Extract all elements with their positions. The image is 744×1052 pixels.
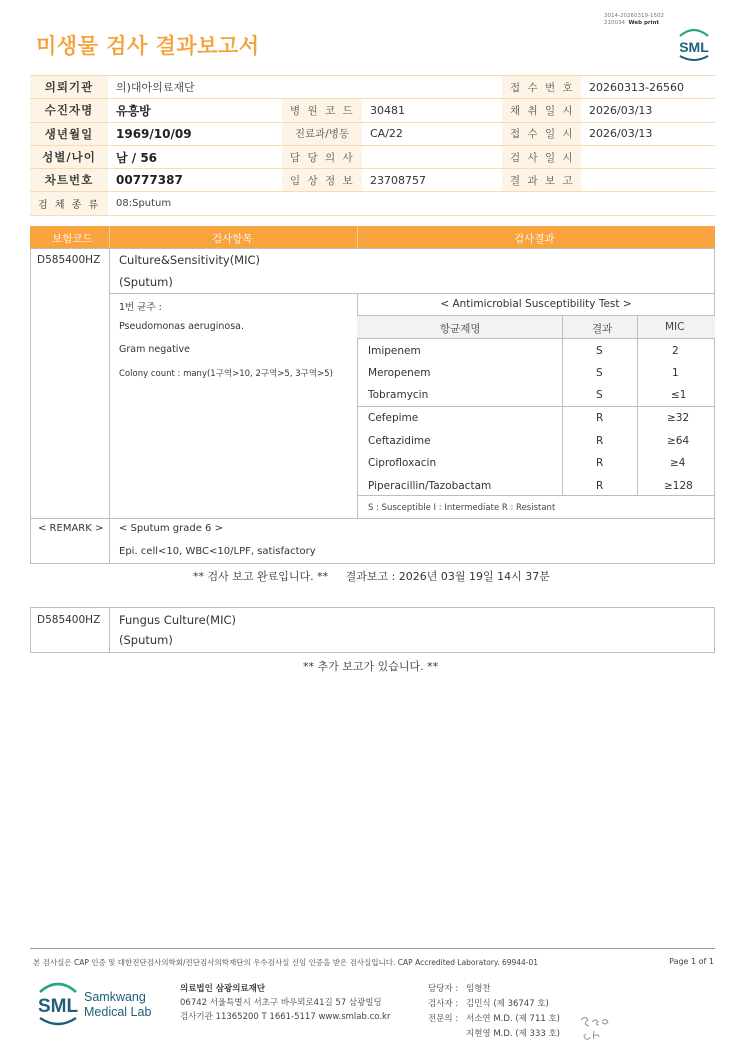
ast-result: R [596,480,604,492]
birth-label: 생년월일 [30,122,108,145]
test-date-label: 검 사 일 시 [502,145,581,168]
test2-code: D585400HZ [37,614,101,626]
divider [357,495,715,496]
hospital-code-label: 병 원 코 드 [282,99,362,122]
ast-drug: Ceftazidime [368,435,431,447]
ast-result: S [596,367,603,379]
receipt-date-value: 2026/03/13 [581,122,715,145]
header-divider [357,226,358,248]
doctor-value [362,145,502,168]
samkwang-logo-sml: SML [37,996,79,1017]
test1-name: Culture&Sensitivity(MIC) [119,253,261,267]
info-row [30,169,715,192]
samkwang-logo-name1: Samkwang [84,990,146,1004]
ast-title: < Antimicrobial Susceptibility Test > [357,293,715,316]
remark-title: < Sputum grade 6 > [119,523,223,534]
info-row [30,99,715,122]
sml-logo-text: SML [679,39,709,55]
sml-logo [674,26,714,62]
test2-name: Fungus Culture(MIC) [119,613,236,627]
accreditation-note: 본 검사실은 CAP 인증 및 대한진단검사의학회/진단검사의학재단의 우수검사실 신임 인증을 받은 검사실입니다. CAP Accredited Laboratory. 69944-01 [33,958,539,967]
ast-drug: Cefepime [368,412,419,424]
header-divider [109,226,110,248]
ast-drug: Piperacillin/Tazobactam [368,480,492,492]
org-address: 06742 서울특별시 서초구 바우뫼로41길 57 삼광빌딩 [180,998,382,1008]
ast-col-result: 결과 [592,323,613,335]
ast-result: S [596,389,603,401]
pending-report-note: ** 추가 보고가 있습니다. ** [303,660,439,673]
ast-drug: Meropenem [368,367,431,379]
web-print-label: Web print [628,20,660,26]
gram-stain: Gram negative [119,344,190,355]
staff-value: 지현영 M.D. (제 333 호) [466,1029,561,1039]
report-value [581,169,715,192]
divider [30,518,715,519]
birth-value: 1969/10/09 [108,122,282,145]
handwritten-signature [578,1012,618,1045]
print-code-line1: 3014-20260319-1502 [604,13,664,19]
org-name: 의료법인 삼광의료재단 [180,984,266,994]
ast-mic: ≤1 [671,389,687,401]
receipt-no-label: 접 수 번 호 [502,76,581,99]
ast-mic: 1 [672,367,679,379]
staff-label: 전문의 : [428,1014,459,1024]
staff-list [428,982,560,1042]
ast-result: R [596,412,604,424]
report-label: 결 과 보 고 [502,169,581,192]
dept-label: 진료과/병동 [282,122,362,145]
organism-number: 1번 균주 : [119,302,162,313]
patient-info-table [30,75,715,216]
patient-label: 수진자명 [30,99,108,122]
print-code-line2: 210034 [604,20,625,26]
result-table-header [30,226,715,248]
staff-label: 담당자 : [428,984,459,994]
clinical-value: 23708757 [362,169,502,192]
info-row [30,145,715,168]
ast-mic: ≥4 [670,457,686,469]
info-row [30,122,715,145]
report-title: 미생물 검사 결과보고서 [36,34,260,58]
info-row [30,192,715,215]
report-complete-note: ** 검사 보고 완료입니다. ** 결과보고 : 2026년 03월 19일 14시 37분 [193,570,550,583]
ast-drug: Ciprofloxacin [368,457,437,469]
doctor-label: 담 당 의 사 [282,145,362,168]
samkwang-logo-name2: Medical Lab [84,1005,152,1019]
staff-value: 김민식 (제 36747 호) [466,999,549,1009]
patient-value: 유흥방 [108,99,282,122]
sex-age-value: 남 / 56 [108,145,282,168]
chart-value: 00777387 [108,169,282,192]
ast-result: R [596,457,604,469]
clinical-label: 임 상 정 보 [282,169,362,192]
print-code [604,13,664,27]
info-row [30,76,715,99]
footer-divider [30,948,715,949]
ast-col-drug: 항균제명 [440,323,481,335]
receipt-date-label: 접 수 일 시 [502,122,581,145]
receipt-no-value: 20260313-26560 [581,76,715,99]
ast-legend: S : Susceptible I : Intermediate R : Resistant [368,503,556,513]
divider [357,406,715,407]
ast-drug: Tobramycin [368,389,429,401]
test2-specimen: (Sputum) [119,633,173,647]
ast-column-header [357,316,715,339]
divider [109,248,110,564]
institution-label: 의뢰기관 [30,76,108,99]
ast-mic: ≥64 [667,435,690,447]
test1-code: D585400HZ [37,254,101,266]
specimen-label: 검 체 종 류 [30,192,108,215]
org-contact [180,996,390,1024]
collect-date-value: 2026/03/13 [581,99,715,122]
ast-result: R [596,435,604,447]
samkwang-logo [36,978,161,1028]
organism-name: Pseudomonas aeruginosa. [119,321,244,332]
institution-value: 의)대아의료재단 [108,76,502,99]
header-result: 검사결과 [514,233,555,245]
colony-count: Colony count : many(1구역>10, 2구역>5, 3구역>5) [119,369,333,379]
ast-result: S [596,345,603,357]
collect-date-label: 채 취 일 시 [502,99,581,122]
staff-value: 임형찬 [466,984,491,994]
ast-col-mic: MIC [665,321,685,333]
test-date-value [581,145,715,168]
header-item: 검사항목 [212,233,253,245]
test1-specimen: (Sputum) [119,275,173,289]
ast-mic: ≥128 [664,480,693,492]
dept-value: CA/22 [362,122,502,145]
staff-value: 서소연 M.D. (제 711 호) [466,1014,561,1024]
page-number: Page 1 of 1 [669,957,714,966]
chart-label: 차트번호 [30,169,108,192]
specimen-value: 08:Sputum [108,192,715,215]
ast-mic: 2 [672,345,679,357]
remark-label: < REMARK > [38,523,104,534]
org-phone-web: 검사기관 11365200 T 1661-5117 www.smlab.co.kr [180,1012,391,1022]
hospital-code-value: 30481 [362,99,502,122]
staff-label: 검사자 : [428,999,459,1009]
header-code: 보험코드 [52,233,93,245]
ast-mic: ≥32 [667,412,690,424]
sex-age-label: 성별/나이 [30,145,108,168]
divider [109,607,110,653]
ast-drug: Imipenem [368,345,421,357]
remark-text: Epi. cell<10, WBC<10/LPF, satisfactory [119,546,316,557]
